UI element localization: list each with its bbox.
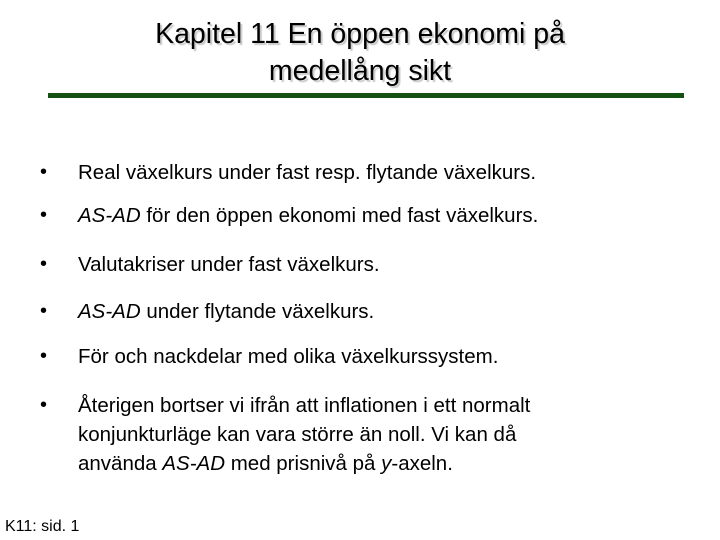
- bullet-text-rest: under flytande växelkurs.: [140, 300, 375, 323]
- bullet-dot: •: [40, 161, 48, 183]
- bullet-text: [78, 297, 680, 326]
- bullet-item-5: [40, 342, 680, 371]
- bullet-item-2: [40, 201, 680, 230]
- bullet-dot: •: [40, 394, 48, 416]
- bullet-text-rest: för den öppen ekonomi med fast växelkurs.: [140, 204, 539, 227]
- bullet-text: Real växelkurs under fast resp. flytande växelkurs.: [78, 161, 537, 184]
- bullet-item-3: [40, 250, 680, 279]
- slide-footer-page-ref: K11: sid. 1: [5, 518, 80, 535]
- italic-variable: y: [381, 452, 392, 475]
- bullet-text-line-3: [78, 449, 680, 478]
- slide-title-line-2: medellång sikt: [268, 55, 452, 87]
- bullet-dot: •: [40, 204, 48, 226]
- italic-term: AS-AD: [78, 204, 141, 227]
- bullet-text-part: -axeln.: [391, 452, 453, 475]
- bullet-text: För och nackdelar med olika växelkurssystem.: [78, 345, 499, 368]
- slide-title-line-1: Kapitel 11 En öppen ekonomi på: [155, 18, 565, 50]
- bullet-text-line-1: Återigen bortser vi ifrån att inflationen i ett normalt: [78, 394, 531, 417]
- italic-term: AS-AD: [78, 300, 141, 323]
- bullet-item-6: [40, 391, 680, 478]
- bullet-dot: •: [40, 253, 48, 275]
- bullet-text-part: använda: [78, 452, 163, 475]
- bullet-text: [78, 201, 680, 230]
- bullet-dot: •: [40, 300, 48, 322]
- bullet-dot: •: [40, 345, 48, 367]
- bullet-item-1: [40, 158, 680, 187]
- italic-term: AS-AD: [162, 452, 226, 475]
- bullet-text-line-2: konjunkturläge kan vara större än noll. Vi kan då: [78, 423, 517, 446]
- bullet-item-4: [40, 297, 680, 326]
- bullet-text-part: med prisnivå på: [225, 452, 382, 475]
- bullet-text: Valutakriser under fast växelkurs.: [78, 253, 380, 276]
